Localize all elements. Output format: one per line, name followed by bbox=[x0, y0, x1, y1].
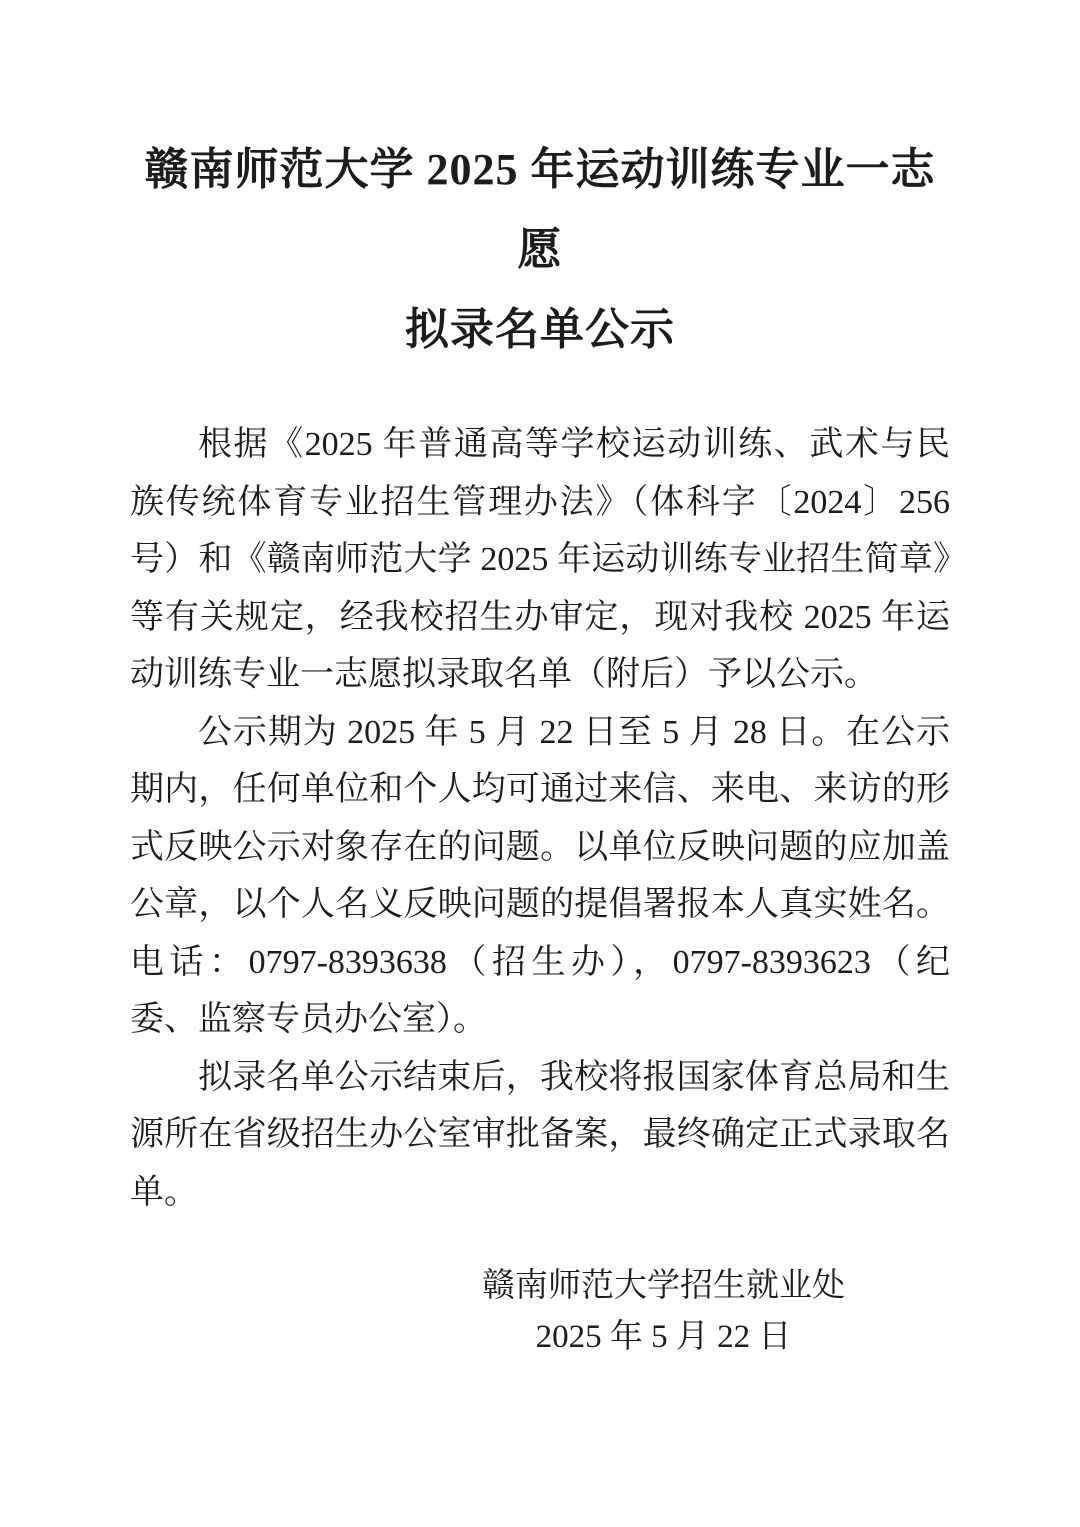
signature-department: 赣南师范大学招生就业处 bbox=[482, 1268, 845, 1304]
document-content bbox=[0, 130, 1080, 1363]
paragraph-publicity-period: 公示期为 2025 年 5 月 22 日至 5 月 28 日。在公示期内，任何单位和个人均可通过来信、来电、来访的形式反映公示对象存在的问题。以单位反映问题的应加盖公章，以个人名义反映问题的提倡署报本人真实姓名。电话：0797-8393638（招生办），0797-8393623（纪委、监察专员办公室）。 bbox=[130, 713, 950, 1038]
paragraph-final-approval: 拟录名单公示结束后，我校将报国家体育总局和生源所在省级招生办公室审批备案，最终确定正式录取名单。 bbox=[130, 1058, 950, 1211]
document-title bbox=[130, 130, 950, 370]
signature-date: 2025 年 5 月 22 日 bbox=[535, 1319, 792, 1355]
paragraph-basis: 根据《2025 年普通高等学校运动训练、武术与民族传统体育专业招生管理办法》（体科字〔2024〕256 号）和《赣南师范大学 2025 年运动训练专业招生简章》等有关规定，经我校招生办审定，现对我校 2025 年运动训练专业一志愿拟录取名单（附后）予以公示。 bbox=[130, 426, 950, 693]
document-title-line-2: 拟录名单公示 bbox=[405, 305, 675, 354]
document-title-line-1: 赣南师范大学 2025 年运动训练专业一志愿 bbox=[144, 145, 936, 274]
signature-block bbox=[482, 1261, 845, 1363]
document-body bbox=[130, 416, 950, 1221]
